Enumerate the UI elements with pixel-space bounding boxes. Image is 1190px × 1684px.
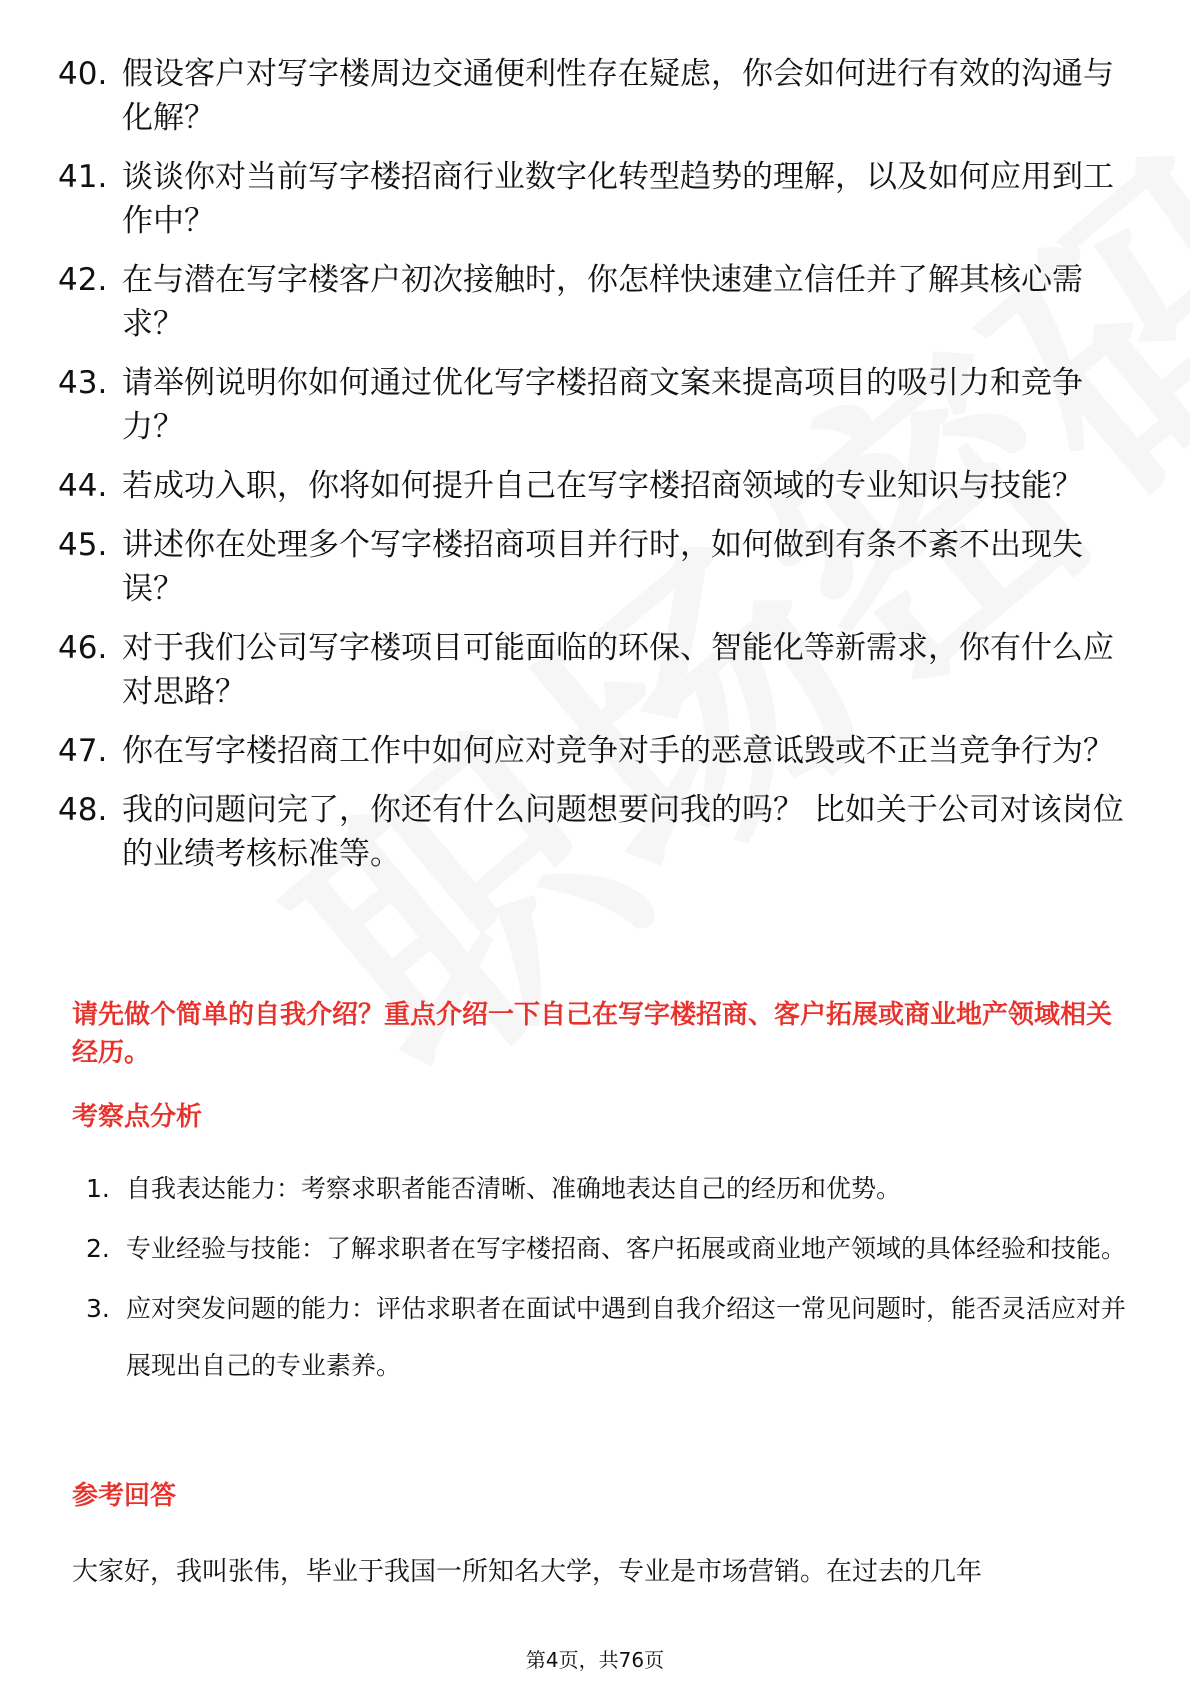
analysis-text: 专业经验与技能：了解求职者在写字楼招商、客户拓展或商业地产领域的具体经验和技能。 — [126, 1234, 1127, 1263]
section-question-heading: 请先做个简单的自我介绍？重点介绍一下自己在写字楼招商、客户拓展或商业地产领域相关经历。 — [72, 1000, 1113, 1068]
list-item — [86, 1280, 1126, 1394]
list-item — [58, 258, 1128, 346]
analysis-number: 1. — [86, 1174, 110, 1203]
page-number: 第4页，共76页 — [525, 1648, 665, 1672]
list-item — [58, 523, 1128, 611]
list-item — [58, 52, 1128, 140]
analysis-text: 应对突发问题的能力：评估求职者在面试中遇到自我介绍这一常见问题时，能否灵活应对并展现出自己的专业素养。 — [126, 1294, 1127, 1380]
question-number: 43. — [58, 365, 108, 401]
question-number: 40. — [58, 56, 108, 92]
question-text: 讲述你在处理多个写字楼招商项目并行时，如何做到有条不紊不出现失误？ — [122, 527, 1083, 607]
question-number: 42. — [58, 262, 108, 298]
list-item — [58, 729, 1128, 773]
question-number: 46. — [58, 630, 108, 666]
question-number: 45. — [58, 527, 108, 563]
question-text: 谈谈你对当前写字楼招商行业数字化转型趋势的理解，以及如何应用到工作中？ — [122, 159, 1114, 239]
list-item — [58, 464, 1128, 508]
list-item — [86, 1220, 1126, 1277]
analysis-text: 自我表达能力：考察求职者能否清晰、准确地表达自己的经历和优势。 — [126, 1174, 902, 1203]
analysis-number: 3. — [86, 1294, 110, 1323]
question-list — [58, 52, 1128, 891]
list-item — [58, 155, 1128, 243]
list-item — [86, 1160, 1126, 1217]
analysis-heading: 考察点分析 — [72, 1102, 203, 1132]
question-text: 我的问题问完了，你还有什么问题想要问我的吗？ 比如关于公司对该岗位的业绩考核标准等。 — [122, 792, 1124, 872]
question-number: 48. — [58, 792, 108, 828]
question-number: 47. — [58, 733, 108, 769]
question-text: 若成功入职，你将如何提升自己在写字楼招商领域的专业知识与技能？ — [122, 468, 1083, 504]
question-text: 你在写字楼招商工作中如何应对竞争对手的恶意诋毁或不正当竞争行为？ — [122, 733, 1114, 769]
question-number: 44. — [58, 468, 108, 504]
reference-heading: 参考回答 — [72, 1481, 177, 1511]
list-item — [58, 788, 1128, 876]
list-item — [58, 361, 1128, 449]
question-text: 请举例说明你如何通过优化写字楼招商文案来提高项目的吸引力和竞争力？ — [122, 365, 1083, 445]
question-number: 41. — [58, 159, 108, 195]
list-item — [58, 626, 1128, 714]
reference-answer-text: 大家好，我叫张伟，毕业于我国一所知名大学，专业是市场营销。在过去的几年 — [72, 1557, 983, 1587]
analysis-number: 2. — [86, 1234, 110, 1263]
question-text: 对于我们公司写字楼项目可能面临的环保、智能化等新需求，你有什么应对思路？ — [122, 630, 1114, 710]
question-text: 假设客户对写字楼周边交通便利性存在疑虑，你会如何进行有效的沟通与化解？ — [122, 56, 1114, 136]
analysis-list — [86, 1160, 1126, 1397]
question-text: 在与潜在写字楼客户初次接触时，你怎样快速建立信任并了解其核心需求？ — [122, 262, 1083, 342]
